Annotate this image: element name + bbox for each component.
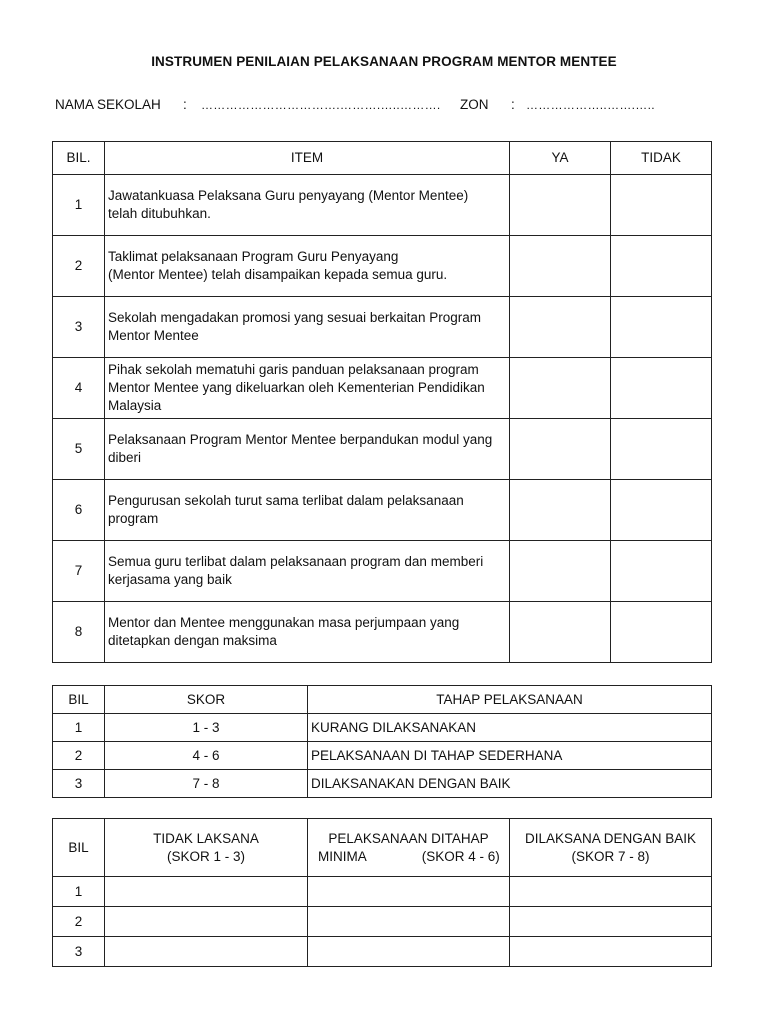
row-number: 3 xyxy=(53,937,105,967)
colon: : xyxy=(511,97,515,112)
table-row xyxy=(53,937,712,967)
table-row xyxy=(53,419,712,480)
table-row xyxy=(53,907,712,937)
item-text xyxy=(105,419,510,480)
row-number: 1 xyxy=(53,877,105,907)
skor-range: 7 - 8 xyxy=(105,770,308,798)
minima-cell[interactable] xyxy=(308,937,510,967)
tidak-laksana-cell[interactable] xyxy=(105,907,308,937)
item-text xyxy=(105,175,510,236)
header-tidak: TIDAK xyxy=(611,142,712,175)
row-number: 8 xyxy=(53,602,105,663)
header-line: PELAKSANAAN DITAHAP xyxy=(328,830,489,846)
row-number: 4 xyxy=(53,358,105,419)
row-number: 5 xyxy=(53,419,105,480)
nama-sekolah-label: NAMA SEKOLAH xyxy=(55,97,161,112)
item-line: Pihak sekolah mematuhi garis panduan pelaksanaan program xyxy=(108,362,479,377)
table-header-row xyxy=(53,142,712,175)
assessment-table xyxy=(52,141,712,663)
item-text xyxy=(105,602,510,663)
page-title: INSTRUMEN PENILAIAN PELAKSANAAN PROGRAM MENTOR MENTEE xyxy=(151,54,617,69)
ya-checkbox-cell[interactable] xyxy=(510,297,611,358)
tidak-checkbox-cell[interactable] xyxy=(611,419,712,480)
minima-cell[interactable] xyxy=(308,907,510,937)
table-row xyxy=(53,358,712,419)
ya-checkbox-cell[interactable] xyxy=(510,358,611,419)
table-row xyxy=(53,541,712,602)
table-header-row xyxy=(53,819,712,877)
row-number: 1 xyxy=(53,175,105,236)
minima-cell[interactable] xyxy=(308,877,510,907)
ya-checkbox-cell[interactable] xyxy=(510,175,611,236)
item-text xyxy=(105,297,510,358)
tidak-checkbox-cell[interactable] xyxy=(611,175,712,236)
header-line: MINIMA xyxy=(318,848,367,864)
nama-sekolah-field[interactable]: …………………………….……….…..………. xyxy=(201,98,441,112)
header-item: ITEM xyxy=(105,142,510,175)
school-info-fields xyxy=(55,97,735,117)
header-line: (SKOR 1 - 3) xyxy=(166,848,245,864)
table-row xyxy=(53,602,712,663)
ya-checkbox-cell[interactable] xyxy=(510,541,611,602)
table-row xyxy=(53,877,712,907)
item-text xyxy=(105,541,510,602)
item-line: Sekolah mengadakan promosi yang sesuai berkaitan Program xyxy=(108,310,481,325)
row-number: 2 xyxy=(53,742,105,770)
item-line: Taklimat pelaksanaan Program Guru Penyayang xyxy=(108,249,399,264)
tidak-checkbox-cell[interactable] xyxy=(611,480,712,541)
tidak-laksana-cell[interactable] xyxy=(105,877,308,907)
summary-table xyxy=(52,818,712,967)
ya-checkbox-cell[interactable] xyxy=(510,480,611,541)
tidak-checkbox-cell[interactable] xyxy=(611,541,712,602)
table-row xyxy=(53,175,712,236)
row-number: 7 xyxy=(53,541,105,602)
score-legend-table xyxy=(52,685,712,798)
header-bil: BIL xyxy=(53,819,105,877)
skor-range: 4 - 6 xyxy=(105,742,308,770)
header-ya: YA xyxy=(510,142,611,175)
header-minima xyxy=(308,819,510,877)
item-line: program xyxy=(108,511,159,526)
table-row xyxy=(53,480,712,541)
table-row xyxy=(53,770,712,798)
item-line: Pengurusan sekolah turut sama terlibat dalam pelaksanaan xyxy=(108,493,464,508)
item-line: Malaysia xyxy=(108,398,162,413)
ya-checkbox-cell[interactable] xyxy=(510,419,611,480)
header-tahap: TAHAP PELAKSANAAN xyxy=(308,686,712,714)
header-tidak-laksana xyxy=(105,819,308,877)
row-number: 3 xyxy=(53,297,105,358)
header-bil: BIL. xyxy=(53,142,105,175)
header-skor: SKOR xyxy=(105,686,308,714)
table-header-row xyxy=(53,686,712,714)
table-row xyxy=(53,236,712,297)
skor-range: 1 - 3 xyxy=(105,714,308,742)
tidak-checkbox-cell[interactable] xyxy=(611,358,712,419)
colon: : xyxy=(183,97,187,112)
item-text xyxy=(105,358,510,419)
tidak-checkbox-cell[interactable] xyxy=(611,236,712,297)
item-line: kerjasama yang baik xyxy=(108,572,232,587)
item-line: (Mentor Mentee) telah disampaikan kepada semua guru. xyxy=(108,267,448,282)
header-line: DILAKSANA DENGAN BAIK xyxy=(524,830,697,846)
ya-checkbox-cell[interactable] xyxy=(510,236,611,297)
header-line: TIDAK LAKSANA xyxy=(153,830,259,846)
tahap-label: KURANG DILAKSANAKAN xyxy=(308,714,712,742)
header-baik xyxy=(510,819,712,877)
tidak-checkbox-cell[interactable] xyxy=(611,297,712,358)
item-line: Pelaksanaan Program Mentor Mentee berpandukan modul yang xyxy=(108,432,493,447)
item-line: telah ditubuhkan. xyxy=(108,206,211,221)
tahap-label: DILAKSANAKAN DENGAN BAIK xyxy=(308,770,712,798)
item-text xyxy=(105,236,510,297)
baik-cell[interactable] xyxy=(510,877,712,907)
item-line: Mentor Mentee xyxy=(108,328,199,343)
item-line: Mentor dan Mentee menggunakan masa perjumpaan yang xyxy=(108,615,460,630)
table-row xyxy=(53,742,712,770)
baik-cell[interactable] xyxy=(510,907,712,937)
row-number: 2 xyxy=(53,236,105,297)
header-line-2 xyxy=(308,848,509,866)
zon-label: ZON xyxy=(460,97,489,112)
ya-checkbox-cell[interactable] xyxy=(510,602,611,663)
tidak-laksana-cell[interactable] xyxy=(105,937,308,967)
tahap-label: PELAKSANAAN DI TAHAP SEDERHANA xyxy=(308,742,712,770)
table-row xyxy=(53,297,712,358)
header-bil: BIL xyxy=(53,686,105,714)
item-text xyxy=(105,480,510,541)
row-number: 6 xyxy=(53,480,105,541)
table-row xyxy=(53,714,712,742)
item-line: Semua guru terlibat dalam pelaksanaan program dan memberi xyxy=(108,554,484,569)
item-line: ditetapkan dengan maksima xyxy=(108,633,277,648)
baik-cell[interactable] xyxy=(510,937,712,967)
item-line: Mentor Mentee yang dikeluarkan oleh Kementerian Pendidikan xyxy=(108,380,485,395)
header-line: (SKOR 4 - 6) xyxy=(421,848,500,864)
item-line: diberi xyxy=(108,450,142,465)
row-number: 3 xyxy=(53,770,105,798)
row-number: 1 xyxy=(53,714,105,742)
header-line: (SKOR 7 - 8) xyxy=(571,848,650,864)
tidak-checkbox-cell[interactable] xyxy=(611,602,712,663)
zon-field[interactable]: ………………..…….….. xyxy=(526,98,655,112)
item-line: Jawatankuasa Pelaksana Guru penyayang (Mentor Mentee) xyxy=(108,188,469,203)
row-number: 2 xyxy=(53,907,105,937)
